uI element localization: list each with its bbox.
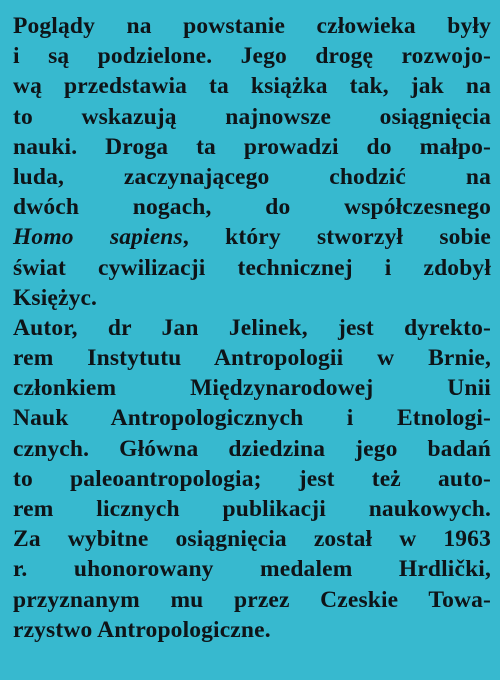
text-line: r. uhonorowany medalem Hrdlički,: [13, 556, 491, 583]
text-line: Poglądy na powstanie człowieka były: [13, 13, 491, 39]
text-line: to paleoantropologia; jest też auto-: [13, 465, 491, 492]
text-line: rzystwo Antropologiczne.: [13, 616, 271, 643]
text-line: świat cywilizacji technicznej i zdobył: [13, 254, 491, 281]
text-line: Księżyc.: [13, 284, 98, 311]
text-line-rest: , który stworzył sobie: [182, 224, 491, 251]
text-line: rem licznych publikacji naukowych.: [13, 496, 491, 522]
text-line: luda, zaczynającego chodzić na: [13, 163, 491, 190]
text-line: członkiem Międzynarodowej Unii: [13, 375, 491, 402]
text-line: przyznanym mu przez Czeskie Towa-: [13, 586, 491, 613]
text-line: to wskazują najnowsze osiągnięcia: [13, 103, 491, 130]
paragraph-about-author: [13, 313, 491, 645]
blurb-text: [13, 11, 491, 645]
text-line: Autor, dr Jan Jelinek, jest dyrekto-: [13, 314, 491, 341]
text-line: i są podzielone. Jego drogę rozwojo-: [13, 43, 491, 70]
text-line: Nauk Antropologicznych i Etnologi-: [13, 405, 491, 432]
text-line: cznych. Główna dziedzina jego badań: [13, 435, 491, 462]
text-line: wą przedstawia ta książka tak, jak na: [13, 73, 491, 100]
text-line: Za wybitne osiągnięcia został w 1963: [13, 526, 491, 553]
paragraph-about-book: [13, 11, 491, 313]
text-line-homo-sapiens: [13, 222, 491, 252]
text-line: rem Instytutu Antropologii w Brnie,: [13, 345, 491, 372]
text-line: dwóch nogach, do współczesnego: [13, 194, 491, 221]
species-name: Homo sapiens: [13, 224, 183, 251]
text-line: nauki. Droga ta prowadzi do małpo-: [13, 133, 491, 160]
